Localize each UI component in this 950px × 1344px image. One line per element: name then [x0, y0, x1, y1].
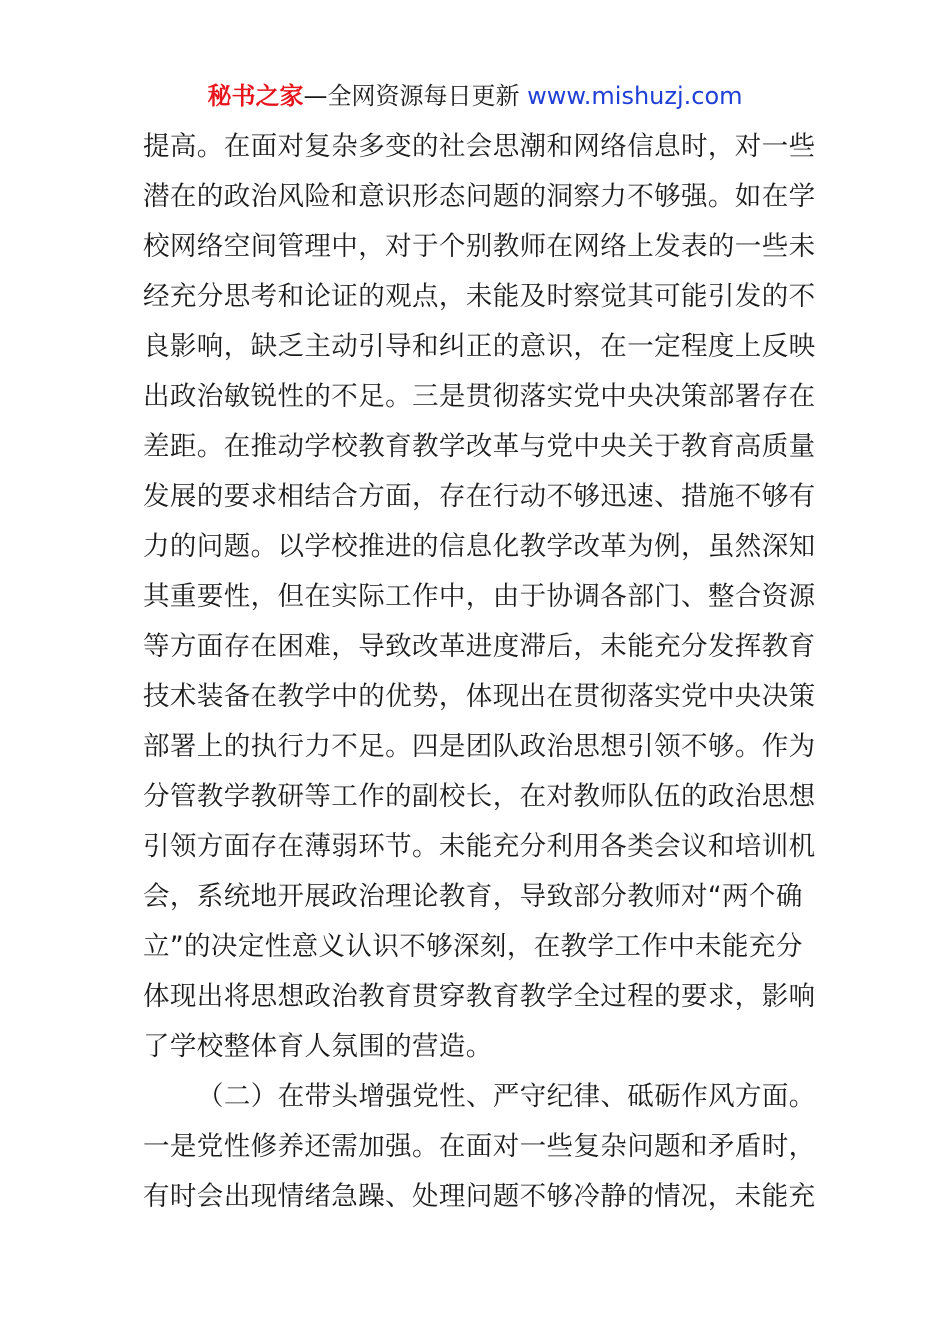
text-line: 差距。在推动学校教育教学改革与党中央关于教育高质量	[143, 431, 816, 462]
section-heading: （二）在带头增强党性、严守纪律、砥砺作风方面。	[197, 1081, 816, 1112]
document-body	[143, 127, 816, 1227]
text-line: 立”的决定性意义认识不够深刻，在教学工作中未能充分	[143, 931, 803, 962]
brand-name: 秘书之家	[207, 82, 304, 110]
text-line: 一是党性修养还需加强。在面对一些复杂问题和矛盾时，	[143, 1131, 816, 1162]
text-line: 发展的要求相结合方面，存在行动不够迅速、措施不够有	[143, 481, 816, 512]
site-url[interactable]: www.mishuzj.com	[527, 82, 743, 110]
text-line: 了学校整体育人氛围的营造。	[143, 1031, 493, 1062]
text-line: 技术装备在教学中的优势，体现出在贯彻落实党中央决策	[143, 681, 816, 712]
text-line: 经充分思考和论证的观点，未能及时察觉其可能引发的不	[143, 281, 816, 312]
text-line: 其重要性，但在实际工作中，由于协调各部门、整合资源	[143, 581, 816, 612]
text-line: 引领方面存在薄弱环节。未能充分利用各类会议和培训机	[143, 831, 816, 862]
text-line: 出政治敏锐性的不足。三是贯彻落实党中央决策部署存在	[143, 381, 816, 412]
text-line: 体现出将思想政治教育贯穿教育教学全过程的要求，影响	[143, 981, 816, 1012]
text-line: 提高。在面对复杂多变的社会思潮和网络信息时，对一些	[143, 131, 816, 162]
text-line: 有时会出现情绪急躁、处理问题不够冷静的情况，未能充	[143, 1181, 816, 1212]
text-line: 分管教学教研等工作的副校长，在对教师队伍的政治思想	[143, 781, 816, 812]
text-line: 部署上的执行力不足。四是团队政治思想引领不够。作为	[143, 731, 816, 762]
text-line: 良影响，缺乏主动引导和纠正的意识，在一定程度上反映	[143, 331, 816, 362]
text-line: 等方面存在困难，导致改革进度滞后，未能充分发挥教育	[143, 631, 816, 662]
text-line: 力的问题。以学校推进的信息化教学改革为例，虽然深知	[143, 531, 816, 562]
header-tagline: —全网资源每日更新	[303, 82, 520, 110]
text-line: 潜在的政治风险和意识形态问题的洞察力不够强。如在学	[143, 181, 816, 212]
site-header	[0, 80, 950, 112]
text-line: 会，系统地开展政治理论教育，导致部分教师对“两个确	[143, 881, 803, 912]
text-line: 校网络空间管理中，对于个别教师在网络上发表的一些未	[143, 231, 816, 262]
